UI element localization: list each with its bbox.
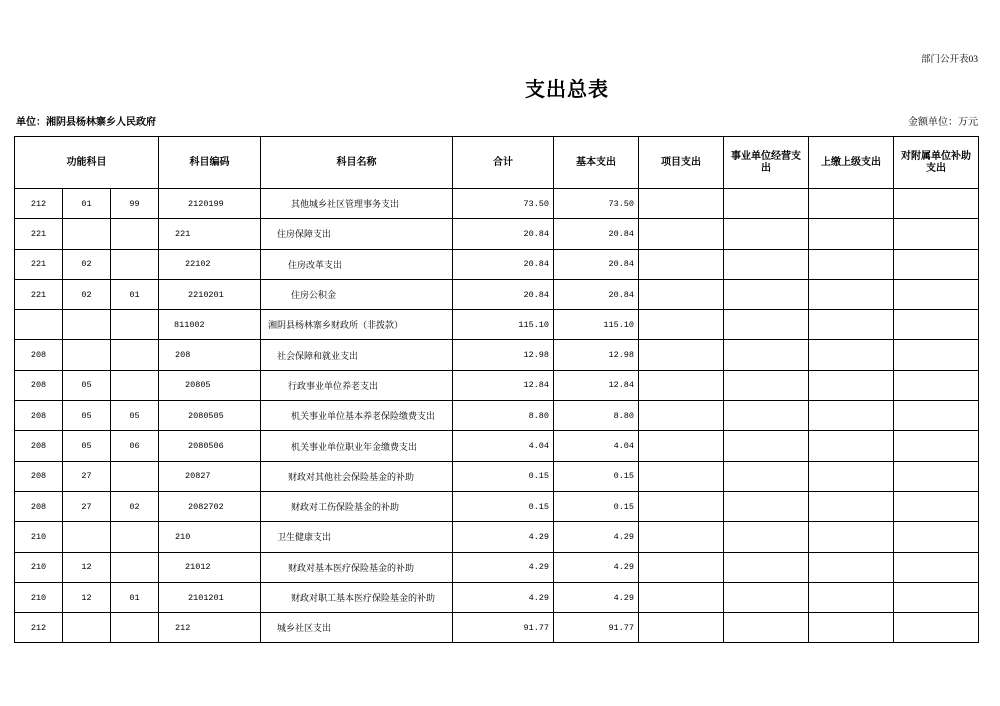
- header-subject-name: 科目名称: [261, 137, 453, 189]
- cell-subsidy-affiliated: [894, 431, 979, 461]
- cell-sub-item: 06: [111, 431, 159, 461]
- cell-subsidy-affiliated: [894, 279, 979, 309]
- cell-subject-code: 2120199: [159, 189, 261, 219]
- cell-subsidy-affiliated: [894, 340, 979, 370]
- cell-business-expenditure: [724, 401, 809, 431]
- header-function-subject: 功能科目: [15, 137, 159, 189]
- cell-business-expenditure: [724, 370, 809, 400]
- cell-total: 4.29: [453, 582, 554, 612]
- cell-item: [63, 613, 111, 643]
- cell-subject-name: 行政事业单位养老支出: [261, 370, 453, 400]
- cell-item: 05: [63, 401, 111, 431]
- cell-subject-name: 住房改革支出: [261, 249, 453, 279]
- header-project-expenditure: 项目支出: [639, 137, 724, 189]
- cell-project-expenditure: [639, 552, 724, 582]
- cell-project-expenditure: [639, 491, 724, 521]
- cell-subsidy-affiliated: [894, 491, 979, 521]
- cell-project-expenditure: [639, 279, 724, 309]
- table-body: [15, 189, 979, 643]
- cell-business-expenditure: [724, 552, 809, 582]
- cell-subject-name: 湘阴县杨林寨乡财政所（非拨款）: [261, 310, 453, 340]
- cell-total: 73.50: [453, 189, 554, 219]
- cell-project-expenditure: [639, 461, 724, 491]
- cell-subject-code: 21012: [159, 552, 261, 582]
- cell-sub-item: 05: [111, 401, 159, 431]
- cell-item: 05: [63, 370, 111, 400]
- cell-item: 12: [63, 582, 111, 612]
- cell-subject-code: 212: [159, 613, 261, 643]
- cell-subject-code: 20827: [159, 461, 261, 491]
- table-row: [15, 340, 979, 370]
- cell-business-expenditure: [724, 461, 809, 491]
- cell-project-expenditure: [639, 522, 724, 552]
- expenditure-table: [14, 136, 979, 643]
- cell-total: 20.84: [453, 279, 554, 309]
- cell-total: 115.10: [453, 310, 554, 340]
- cell-subject-code: 2210201: [159, 279, 261, 309]
- cell-sub-item: [111, 522, 159, 552]
- table-row: [15, 461, 979, 491]
- cell-item: 01: [63, 189, 111, 219]
- cell-basic-expenditure: 20.84: [554, 249, 639, 279]
- cell-business-expenditure: [724, 340, 809, 370]
- cell-subsidy-affiliated: [894, 249, 979, 279]
- table-row: [15, 491, 979, 521]
- cell-subject-code: 811002: [159, 310, 261, 340]
- cell-remit-superior: [809, 522, 894, 552]
- cell-project-expenditure: [639, 249, 724, 279]
- cell-basic-expenditure: 4.04: [554, 431, 639, 461]
- cell-business-expenditure: [724, 310, 809, 340]
- form-number-label: 部门公开表03: [920, 55, 978, 65]
- table-header: [15, 137, 979, 189]
- cell-sub-item: 99: [111, 189, 159, 219]
- header-subject-code: 科目编码: [159, 137, 261, 189]
- cell-subject-code: 221: [159, 219, 261, 249]
- cell-subject-name: 住房保障支出: [261, 219, 453, 249]
- cell-business-expenditure: [724, 431, 809, 461]
- cell-basic-expenditure: 0.15: [554, 491, 639, 521]
- table-row: [15, 219, 979, 249]
- cell-total: 12.84: [453, 370, 554, 400]
- cell-project-expenditure: [639, 370, 724, 400]
- cell-category: 210: [15, 552, 63, 582]
- cell-category: 208: [15, 461, 63, 491]
- cell-basic-expenditure: 0.15: [554, 461, 639, 491]
- table-row: [15, 401, 979, 431]
- header-business-expenditure: 事业单位经营支出: [724, 137, 809, 189]
- cell-total: 4.04: [453, 431, 554, 461]
- cell-sub-item: [111, 340, 159, 370]
- cell-sub-item: [111, 370, 159, 400]
- cell-project-expenditure: [639, 431, 724, 461]
- header-total: 合计: [453, 137, 554, 189]
- cell-project-expenditure: [639, 582, 724, 612]
- cell-basic-expenditure: 8.80: [554, 401, 639, 431]
- cell-sub-item: 01: [111, 582, 159, 612]
- table-row: [15, 582, 979, 612]
- table-row: [15, 249, 979, 279]
- table-row: [15, 552, 979, 582]
- cell-subject-code: 22102: [159, 249, 261, 279]
- cell-project-expenditure: [639, 613, 724, 643]
- cell-business-expenditure: [724, 219, 809, 249]
- cell-category: [15, 310, 63, 340]
- cell-remit-superior: [809, 582, 894, 612]
- table-row: [15, 431, 979, 461]
- cell-category: 210: [15, 582, 63, 612]
- cell-item: 12: [63, 552, 111, 582]
- cell-remit-superior: [809, 613, 894, 643]
- cell-subject-name: 机关事业单位基本养老保险缴费支出: [261, 401, 453, 431]
- cell-total: 0.15: [453, 491, 554, 521]
- cell-category: 208: [15, 401, 63, 431]
- cell-subject-name: 财政对其他社会保险基金的补助: [261, 461, 453, 491]
- cell-business-expenditure: [724, 491, 809, 521]
- cell-subsidy-affiliated: [894, 582, 979, 612]
- cell-sub-item: [111, 613, 159, 643]
- cell-item: [63, 219, 111, 249]
- cell-project-expenditure: [639, 401, 724, 431]
- cell-subject-name: 社会保障和就业支出: [261, 340, 453, 370]
- header-subsidy-affiliated: 对附属单位补助支出: [894, 137, 979, 189]
- cell-category: 221: [15, 279, 63, 309]
- cell-business-expenditure: [724, 279, 809, 309]
- page-title: 支出总表: [525, 79, 609, 101]
- cell-subject-code: 2080506: [159, 431, 261, 461]
- cell-business-expenditure: [724, 522, 809, 552]
- header-basic-expenditure: 基本支出: [554, 137, 639, 189]
- cell-remit-superior: [809, 310, 894, 340]
- cell-subsidy-affiliated: [894, 219, 979, 249]
- cell-subject-code: 210: [159, 522, 261, 552]
- cell-subsidy-affiliated: [894, 461, 979, 491]
- cell-subsidy-affiliated: [894, 613, 979, 643]
- cell-sub-item: [111, 310, 159, 340]
- cell-category: 221: [15, 219, 63, 249]
- cell-remit-superior: [809, 370, 894, 400]
- cell-subsidy-affiliated: [894, 522, 979, 552]
- table-row: [15, 522, 979, 552]
- cell-remit-superior: [809, 401, 894, 431]
- cell-basic-expenditure: 91.77: [554, 613, 639, 643]
- header-remit-superior: 上缴上级支出: [809, 137, 894, 189]
- cell-subsidy-affiliated: [894, 370, 979, 400]
- cell-basic-expenditure: 115.10: [554, 310, 639, 340]
- cell-item: 27: [63, 491, 111, 521]
- unit-label: 单位：湘阴县杨林寨乡人民政府: [16, 117, 156, 128]
- cell-category: 208: [15, 370, 63, 400]
- cell-subject-code: 2101201: [159, 582, 261, 612]
- cell-category: 212: [15, 613, 63, 643]
- cell-subsidy-affiliated: [894, 310, 979, 340]
- amount-unit-label: 金额单位：万元: [908, 117, 978, 128]
- cell-category: 210: [15, 522, 63, 552]
- cell-subject-code: 208: [159, 340, 261, 370]
- cell-project-expenditure: [639, 219, 724, 249]
- cell-remit-superior: [809, 461, 894, 491]
- cell-item: 02: [63, 249, 111, 279]
- cell-item: [63, 522, 111, 552]
- cell-subject-name: 财政对基本医疗保险基金的补助: [261, 552, 453, 582]
- cell-total: 4.29: [453, 552, 554, 582]
- cell-subject-name: 财政对职工基本医疗保险基金的补助: [261, 582, 453, 612]
- cell-subject-name: 卫生健康支出: [261, 522, 453, 552]
- cell-item: [63, 340, 111, 370]
- cell-total: 8.80: [453, 401, 554, 431]
- table-row: [15, 279, 979, 309]
- cell-subsidy-affiliated: [894, 189, 979, 219]
- cell-remit-superior: [809, 491, 894, 521]
- cell-sub-item: [111, 219, 159, 249]
- cell-subject-name: 城乡社区支出: [261, 613, 453, 643]
- table-row: [15, 613, 979, 643]
- table-row: [15, 189, 979, 219]
- cell-item: [63, 310, 111, 340]
- cell-basic-expenditure: 20.84: [554, 219, 639, 249]
- cell-project-expenditure: [639, 340, 724, 370]
- cell-subject-code: 20805: [159, 370, 261, 400]
- cell-item: 05: [63, 431, 111, 461]
- cell-basic-expenditure: 73.50: [554, 189, 639, 219]
- cell-subject-name: 机关事业单位职业年金缴费支出: [261, 431, 453, 461]
- header-row: [15, 137, 979, 189]
- cell-subject-name: 其他城乡社区管理事务支出: [261, 189, 453, 219]
- cell-subject-code: 2082702: [159, 491, 261, 521]
- cell-subject-code: 2080505: [159, 401, 261, 431]
- cell-category: 208: [15, 491, 63, 521]
- cell-remit-superior: [809, 552, 894, 582]
- cell-subsidy-affiliated: [894, 552, 979, 582]
- cell-remit-superior: [809, 340, 894, 370]
- cell-project-expenditure: [639, 310, 724, 340]
- cell-item: 02: [63, 279, 111, 309]
- cell-category: 208: [15, 431, 63, 461]
- cell-total: 12.98: [453, 340, 554, 370]
- cell-category: 221: [15, 249, 63, 279]
- cell-total: 0.15: [453, 461, 554, 491]
- cell-basic-expenditure: 12.98: [554, 340, 639, 370]
- cell-sub-item: 01: [111, 279, 159, 309]
- cell-project-expenditure: [639, 189, 724, 219]
- cell-sub-item: 02: [111, 491, 159, 521]
- cell-basic-expenditure: 20.84: [554, 279, 639, 309]
- cell-item: 27: [63, 461, 111, 491]
- cell-sub-item: [111, 249, 159, 279]
- cell-basic-expenditure: 4.29: [554, 552, 639, 582]
- cell-remit-superior: [809, 219, 894, 249]
- cell-business-expenditure: [724, 189, 809, 219]
- cell-subsidy-affiliated: [894, 401, 979, 431]
- cell-subject-name: 住房公积金: [261, 279, 453, 309]
- cell-total: 20.84: [453, 219, 554, 249]
- cell-remit-superior: [809, 431, 894, 461]
- cell-category: 212: [15, 189, 63, 219]
- cell-business-expenditure: [724, 613, 809, 643]
- cell-business-expenditure: [724, 582, 809, 612]
- cell-sub-item: [111, 461, 159, 491]
- cell-remit-superior: [809, 279, 894, 309]
- table-row: [15, 310, 979, 340]
- cell-basic-expenditure: 4.29: [554, 582, 639, 612]
- table-row: [15, 370, 979, 400]
- cell-total: 4.29: [453, 522, 554, 552]
- cell-remit-superior: [809, 249, 894, 279]
- cell-total: 20.84: [453, 249, 554, 279]
- cell-category: 208: [15, 340, 63, 370]
- cell-sub-item: [111, 552, 159, 582]
- cell-subject-name: 财政对工伤保险基金的补助: [261, 491, 453, 521]
- cell-basic-expenditure: 4.29: [554, 522, 639, 552]
- cell-total: 91.77: [453, 613, 554, 643]
- cell-remit-superior: [809, 189, 894, 219]
- cell-business-expenditure: [724, 249, 809, 279]
- cell-basic-expenditure: 12.84: [554, 370, 639, 400]
